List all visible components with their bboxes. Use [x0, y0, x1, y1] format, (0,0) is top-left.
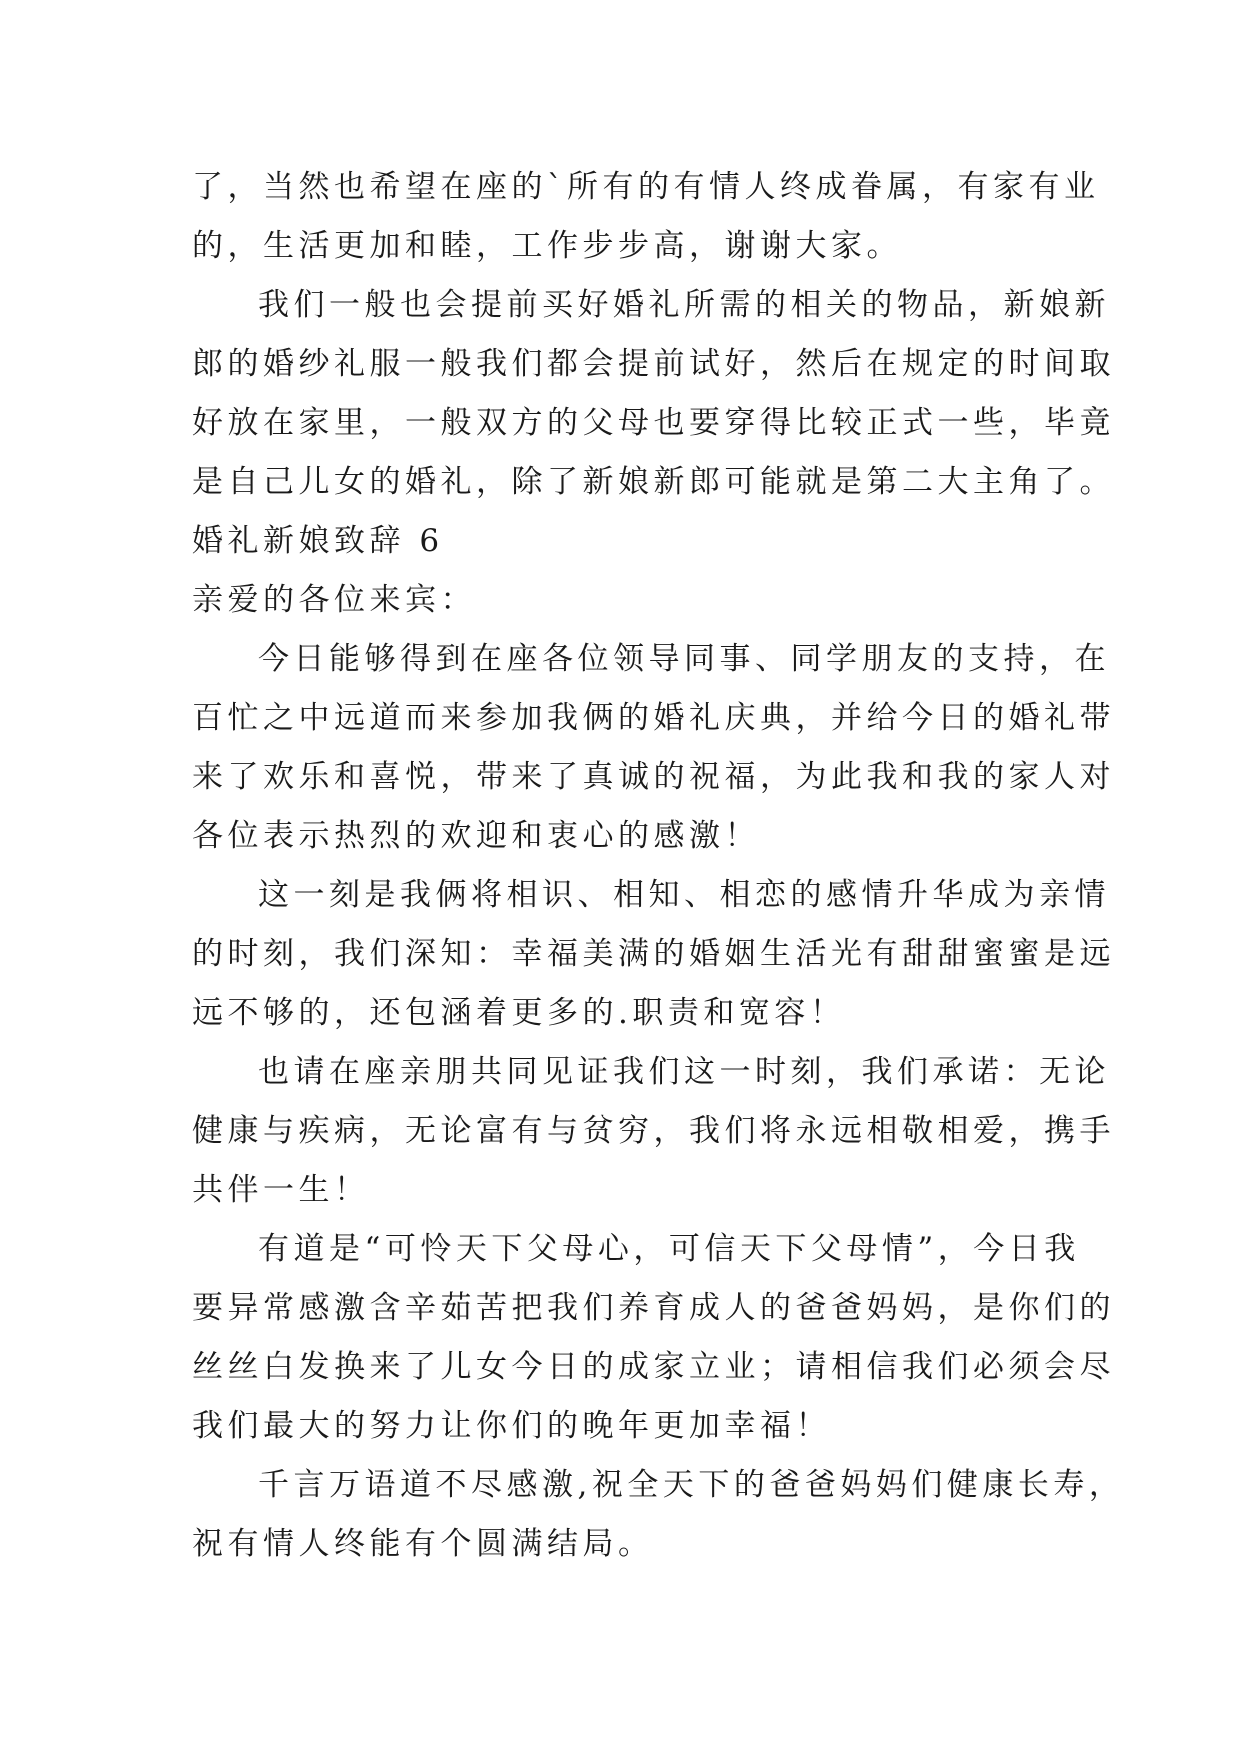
text-line: 好放在家里，一般双方的父母也要穿得比较正式一些，毕竟	[192, 405, 1115, 441]
salutation: 亲爱的各位来宾：	[192, 582, 476, 618]
text-line: 千言万语道不尽感激,祝全天下的爸爸妈妈们健康长寿，	[258, 1467, 1125, 1503]
text-line: 今日能够得到在座各位领导同事、同学朋友的支持，在	[258, 641, 1110, 677]
text-line: 健康与疾病，无论富有与贫穷，我们将永远相敬相爱，携手	[192, 1113, 1115, 1149]
text-line: 郎的婚纱礼服一般我们都会提前试好，然后在规定的时间取	[192, 346, 1115, 382]
paragraph	[192, 276, 1115, 512]
text-line: 丝丝白发换来了儿女今日的成家立业；请相信我们必须会尽	[192, 1349, 1115, 1385]
text-line: 来了欢乐和喜悦，带来了真诚的祝福，为此我和我的家人对	[192, 759, 1115, 795]
text-line: 远不够的，还包涵着更多的.职责和宽容！	[192, 995, 846, 1031]
paragraph	[192, 1043, 1115, 1220]
text-line: 我们最大的努力让你们的晚年更加幸福！	[192, 1408, 831, 1444]
text-line: 也请在座亲朋共同见证我们这一时刻，我们承诺：无论	[258, 1054, 1110, 1090]
text-line: 共伴一生！	[192, 1172, 370, 1208]
paragraph	[192, 1220, 1115, 1456]
text-line: 要异常感激含辛茹苦把我们养育成人的爸爸妈妈，是你们的	[192, 1290, 1115, 1326]
text-line: 有道是“可怜天下父母心，可信天下父母情”，今日我	[258, 1231, 1080, 1267]
document-body	[192, 158, 1125, 1574]
text-line: 各位表示热烈的欢迎和衷心的感激！	[192, 818, 760, 854]
text-line: 的时刻，我们深知：幸福美满的婚姻生活光有甜甜蜜蜜是远	[192, 936, 1115, 972]
text-line: 我们一般也会提前买好婚礼所需的相关的物品，新娘新	[258, 287, 1110, 323]
text-line: 祝有情人终能有个圆满结局。	[192, 1526, 654, 1562]
text-line: 的，生活更加和睦，工作步步高，谢谢大家。	[192, 228, 902, 264]
text-line: 百忙之中远道而来参加我俩的婚礼庆典，并给今日的婚礼带	[192, 700, 1115, 736]
paragraph	[192, 158, 1100, 276]
section-heading: 婚礼新娘致辞 6	[192, 523, 444, 559]
text-line: 是自己儿女的婚礼，除了新娘新郎可能就是第二大主角了。	[192, 464, 1115, 500]
text-line: 这一刻是我俩将相识、相知、相恋的感情升华成为亲情	[258, 877, 1110, 913]
paragraph	[192, 630, 1115, 866]
paragraph	[192, 1456, 1125, 1574]
text-line: 了，当然也希望在座的`所有的有情人终成眷属，有家有业	[192, 169, 1100, 205]
paragraph	[192, 866, 1115, 1043]
